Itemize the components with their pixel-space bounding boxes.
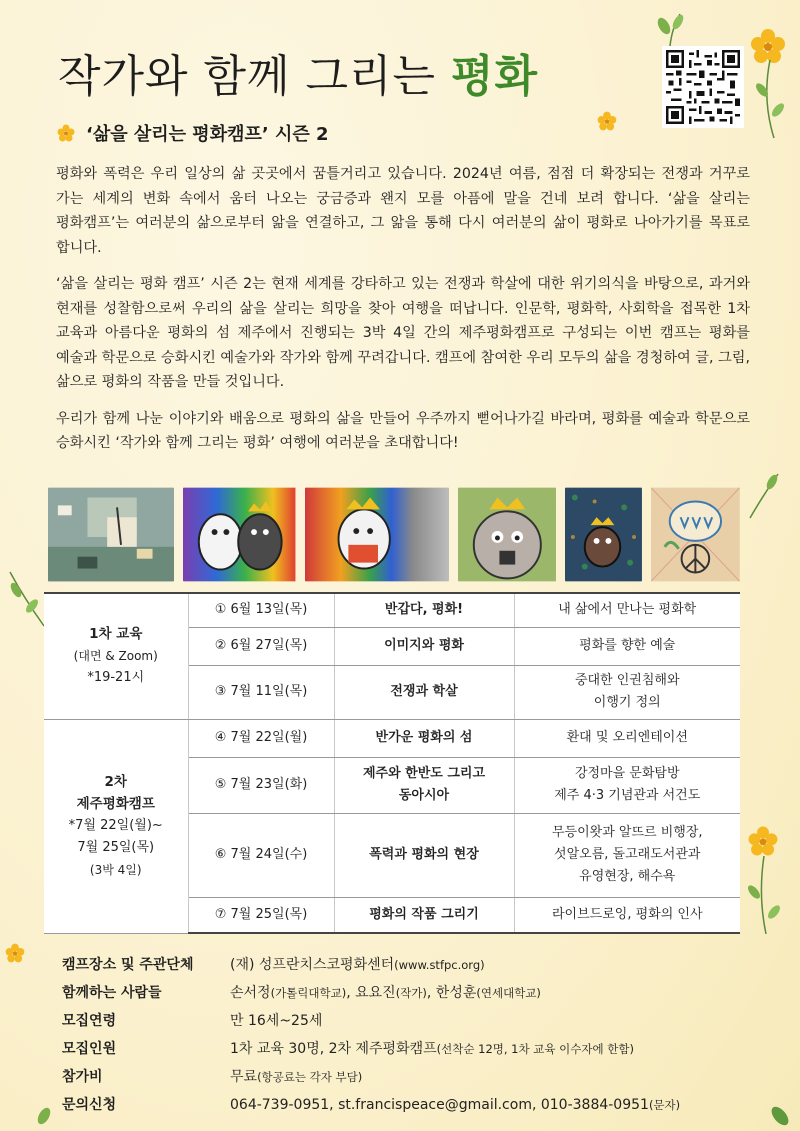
info-row-count: [62, 1035, 752, 1063]
leaf-sprig-icon: [650, 8, 690, 48]
person-affiliation: (연세대학교): [476, 986, 541, 1000]
session-date: ⑥ 7월 24일(수): [188, 813, 334, 897]
title-main: 작가와 함께 그리는: [58, 51, 451, 102]
session-desc: [514, 757, 740, 813]
session-desc-line: 제주 4·3 기념관과 서건도: [554, 788, 701, 803]
artwork-image: [651, 487, 740, 582]
leaf-sprig-icon: [30, 1100, 60, 1130]
info-row-contact: [62, 1091, 752, 1119]
qr-code-icon[interactable]: [662, 46, 744, 128]
group-cell: [44, 593, 188, 719]
info-label: 문의신청: [62, 1097, 117, 1113]
session-date: ④ 7월 22일(월): [188, 719, 334, 757]
session-date: ② 6월 27일(목): [188, 627, 334, 665]
group-title: 1차 교육: [89, 626, 143, 643]
info-row-fee: [62, 1063, 752, 1091]
session-desc: 내 삶에서 만나는 평화학: [514, 593, 740, 627]
leaf-sprig-icon: [744, 470, 784, 520]
place-url[interactable]: (www.stfpc.org): [394, 958, 485, 972]
artwork-image: [565, 487, 642, 582]
count-note: (선착순 12명, 1차 교육 이수자에 한함): [436, 1042, 634, 1056]
session-desc-line: 섯알오름, 돌고래도서관과: [554, 847, 701, 862]
session-topic: 전쟁과 학살: [334, 665, 514, 719]
group-cell: [44, 719, 188, 933]
yellow-flower-icon: [4, 942, 26, 964]
info-value: [230, 951, 485, 979]
leaf-sprig-icon: [752, 60, 788, 140]
info-value: [230, 979, 541, 1007]
session-topic: 이미지와 평화: [334, 627, 514, 665]
table-row: [44, 719, 740, 757]
session-topic: 반가운 평화의 섬: [334, 719, 514, 757]
yellow-flower-icon: [56, 123, 76, 143]
artwork-image: [458, 487, 557, 582]
intro-paragraph: 평화와 폭력은 우리 일상의 삶 곳곳에서 꿈틀거리고 있습니다. 2024년 여름, 점점 더 확장되는 전쟁과 거꾸로 가는 세계의 변화 속에서 움터 나오는 궁금증과 왠지 모를 아픔에 말을 건네 보려 합니다. ‘삶을 살리는 평화캠프’는 여러분의 삶으로부터 앎을 연결하고, 그 앎을 통해 다시 여러분의 삶이 평화로 나아가기를 목표로 합니다.: [56, 166, 750, 256]
yellow-flower-icon: [596, 110, 618, 132]
info-label: 함께하는 사람들: [62, 985, 162, 1001]
info-label: 참가비: [62, 1069, 103, 1085]
person-name: , 요요진: [346, 985, 396, 1001]
info-value: [230, 1063, 362, 1091]
contact-note: (문자): [648, 1098, 681, 1112]
session-date: ① 6월 13일(목): [188, 593, 334, 627]
session-date: ⑦ 7월 25일(목): [188, 897, 334, 933]
session-topic: 폭력과 평화의 현장: [334, 813, 514, 897]
session-desc-line: 무등이왓과 알뜨르 비행장,: [551, 825, 703, 840]
group-length: (3박 4일): [89, 863, 142, 877]
session-desc: [514, 813, 740, 897]
session-desc: [514, 665, 740, 719]
person-affiliation: (가톨릭대학교): [270, 986, 347, 1000]
person-name: 손서정: [230, 985, 271, 1001]
leaf-sprig-icon: [764, 1098, 798, 1130]
info-value: [230, 1035, 634, 1063]
group-dates: 7월 25일(목): [77, 840, 155, 855]
info-row-people: [62, 979, 752, 1007]
count-text: 1차 교육 30명, 2차 제주평화캠프: [230, 1041, 437, 1057]
artwork-image: [183, 487, 295, 582]
info-value: 만 16세~25세: [230, 1013, 323, 1029]
person-affiliation: (작가): [395, 986, 427, 1000]
intro-paragraph: 우리가 함께 나눈 이야기와 배움으로 평화의 삶을 만들어 우주까지 뻗어나가길 바라며, 평화를 예술과 학문으로 승화시킨 ‘작가와 함께 그리는 평화’ 여행에 여러분을 초대합니다!: [56, 410, 750, 451]
fee-text: 무료: [230, 1069, 258, 1085]
group-dates: *7월 22일(월)~: [68, 818, 163, 833]
group-mode: (대면 & Zoom): [73, 649, 158, 664]
person-name: , 한성훈: [426, 985, 477, 1001]
page-title: [58, 40, 538, 104]
info-row-age: [62, 1007, 752, 1035]
session-desc: 라이브드로잉, 평화의 인사: [514, 897, 740, 933]
schedule-table: [44, 592, 740, 934]
intro-paragraph: ‘삶을 살리는 평화 캠프’ 시즌 2는 현재 세계를 강타하고 있는 전쟁과 학살에 대한 위기의식을 바탕으로, 과거와 현재를 성찰함으로써 우리의 삶을 살리는 희망을 찾아 여행을 떠납니다. 인문학, 평화학, 사회학을 접목한 1차 교육과 아름다운 평화의 섬 제주에서 진행되는 3박 4일 간의 제주평화캠프로 구성되는 이번 캠프는 평화를 예술과 학문으로 승화시킨 예술가와 작가와 함께 꾸려갑니다. 캠프에 참여한 우리 모두의 삶을 경청하여 글, 그림, 삶으로 평화의 작품을 만들 것입니다.: [56, 276, 750, 390]
subtitle-text: ‘삶을 살리는 평화캠프’ 시즌 2: [86, 124, 329, 145]
session-desc-line: 중대한 인권침해와: [574, 673, 680, 688]
title-accent: 평화: [451, 51, 539, 102]
session-desc-line: 이행기 정의: [593, 695, 661, 710]
section-subtitle: [56, 120, 329, 146]
leaf-sprig-icon: [744, 856, 784, 936]
info-label: 모집인원: [62, 1041, 117, 1057]
place-name: (재) 성프란치스코평화센터: [230, 957, 395, 973]
table-row: [44, 593, 740, 627]
info-label: 캠프장소 및 주관단체: [62, 957, 194, 973]
session-desc-line: 강정마을 문화탐방: [574, 766, 680, 781]
session-topic: 평화의 작품 그리기: [334, 897, 514, 933]
group-title: 2차: [104, 774, 127, 790]
intro-text: [56, 162, 750, 468]
session-topic-line: 제주와 한반도 그리고: [362, 766, 486, 781]
group-title: 제주평화캠프: [76, 796, 155, 812]
artwork-image: [48, 487, 174, 582]
session-date: ③ 7월 11일(목): [188, 665, 334, 719]
session-topic: [334, 757, 514, 813]
info-value[interactable]: [230, 1091, 680, 1119]
artwork-image: [305, 487, 449, 582]
group-time: *19-21시: [87, 670, 145, 686]
session-topic-line: 동아시아: [398, 788, 450, 803]
yellow-flower-icon: [746, 824, 780, 858]
artwork-gallery: [48, 487, 740, 582]
session-desc: 평화를 향한 예술: [514, 627, 740, 665]
leaf-sprig-icon: [4, 568, 48, 628]
session-desc-line: 유영현장, 해수욕: [579, 869, 676, 884]
session-desc: 환대 및 오리엔테이션: [514, 719, 740, 757]
info-row-place: [62, 951, 752, 979]
info-block: [62, 951, 752, 1119]
contact-text[interactable]: 064-739-0951, st.francispeace@gmail.com, 010-3884-0951: [230, 1097, 649, 1113]
session-topic: 반갑다, 평화!: [334, 593, 514, 627]
fee-note: (항공료는 각자 부담): [257, 1070, 363, 1084]
session-date: ⑤ 7월 23일(화): [188, 757, 334, 813]
info-label: 모집연령: [62, 1013, 117, 1029]
